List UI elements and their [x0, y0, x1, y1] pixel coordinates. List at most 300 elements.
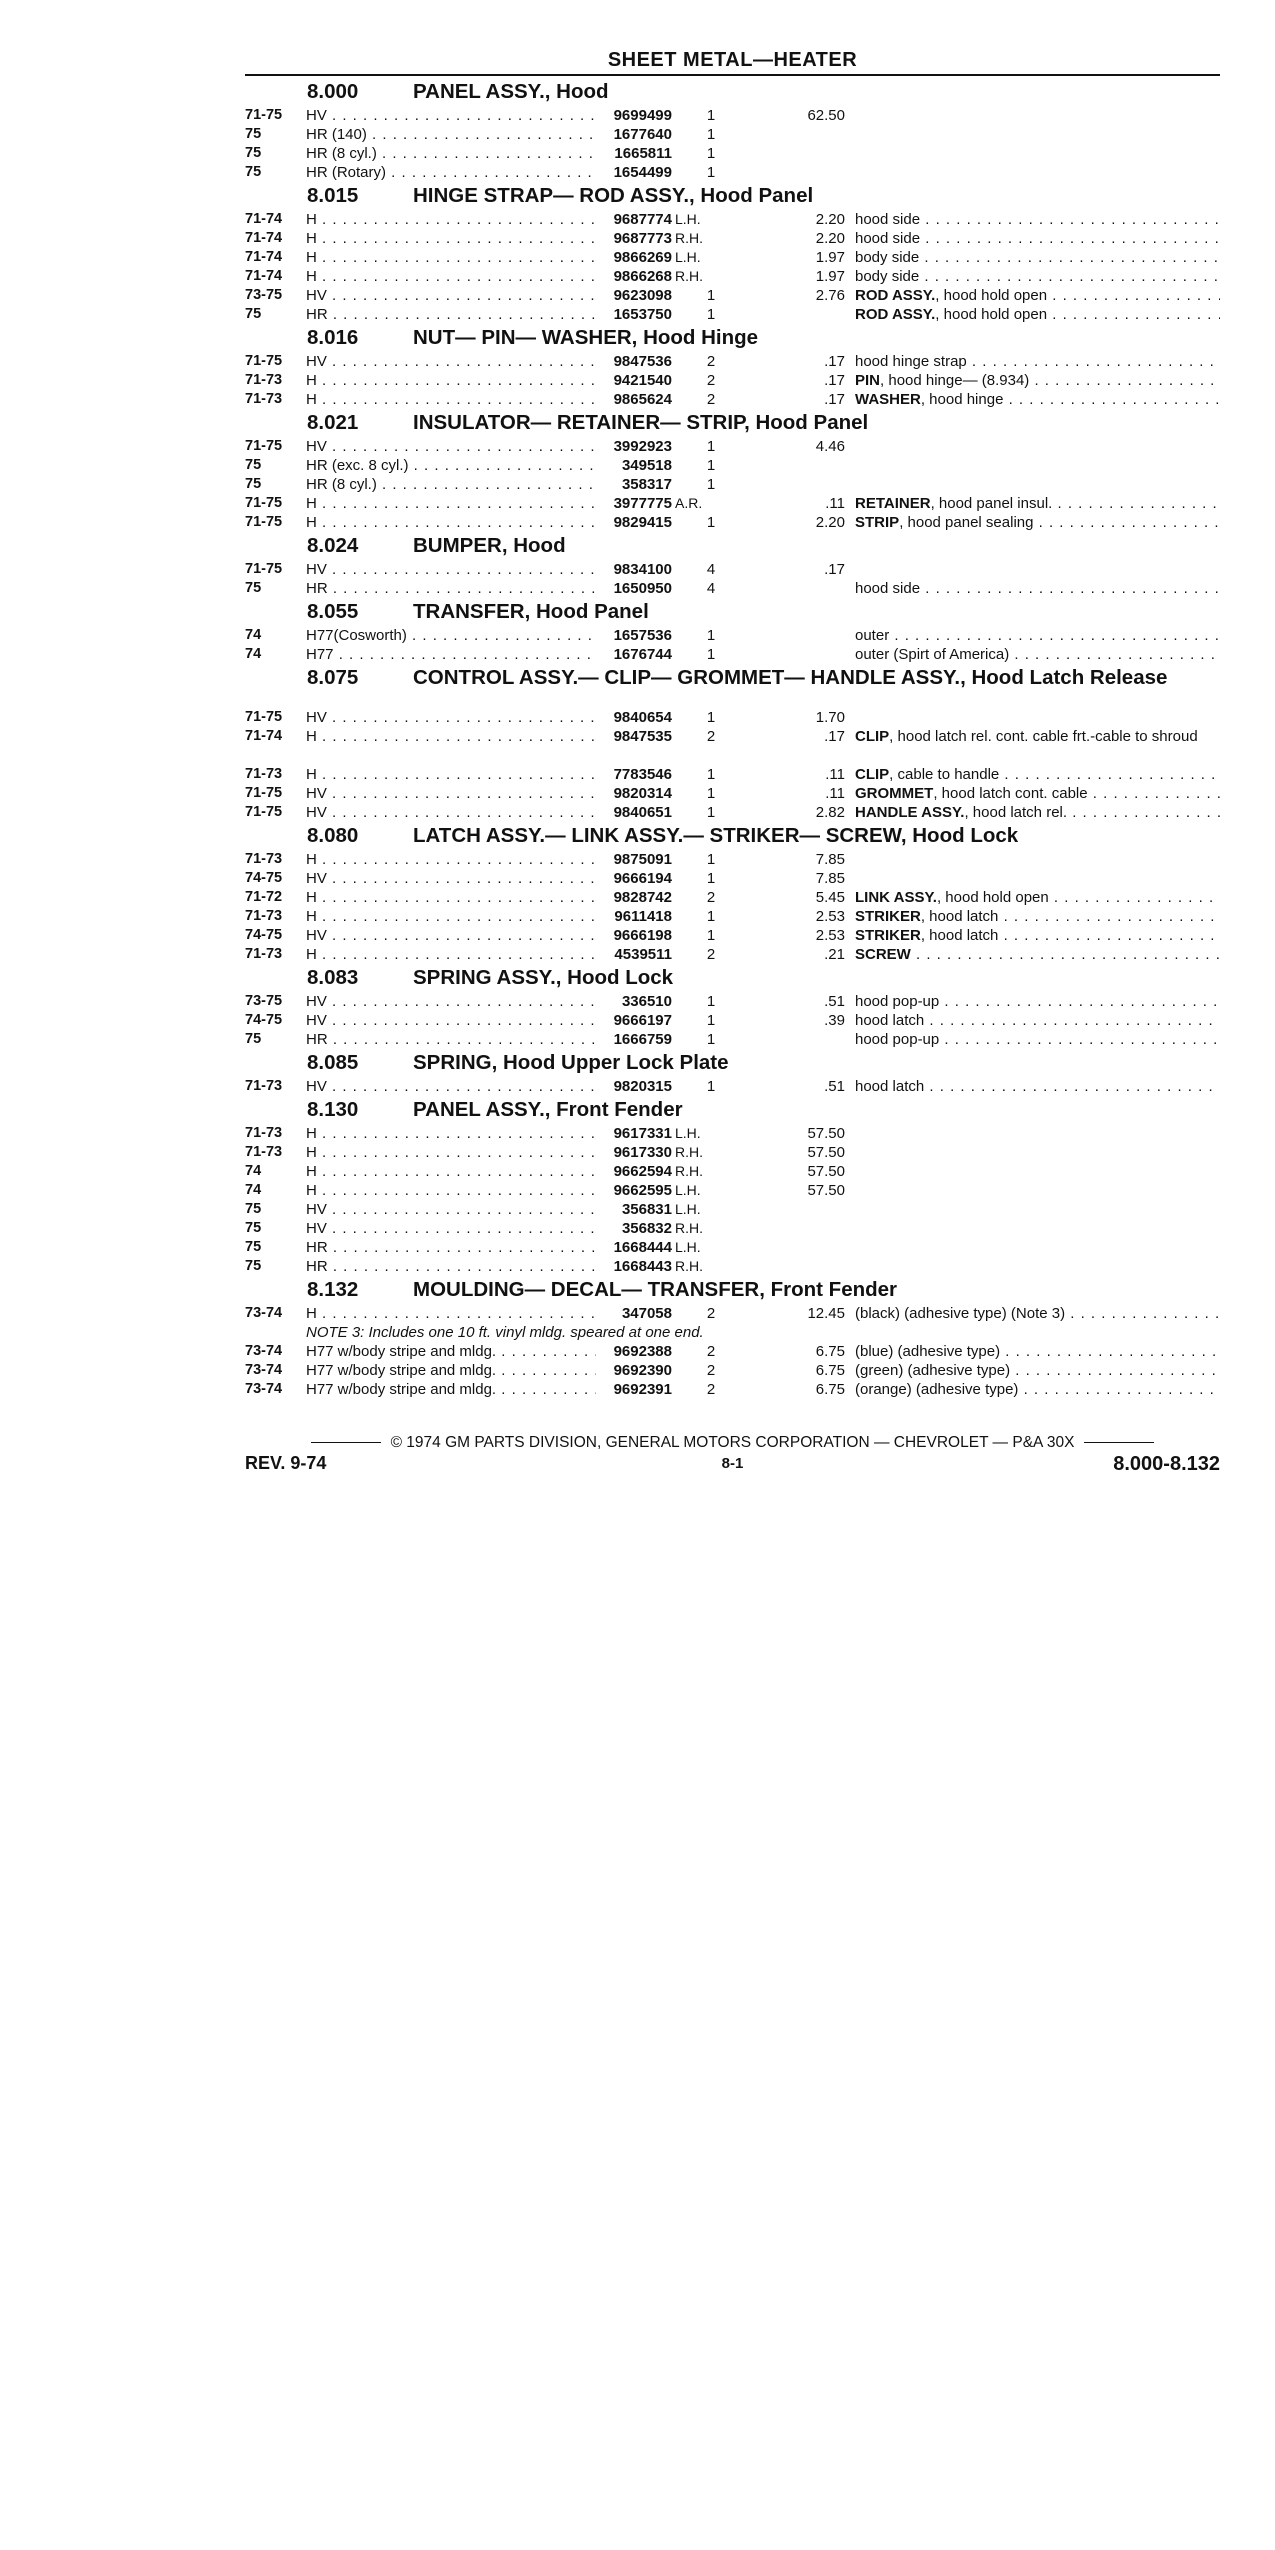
model-code: H77 w/body stripe and mldg. . . . — [306, 1361, 596, 1380]
header-rule — [245, 74, 1220, 76]
price: .17 — [824, 728, 845, 745]
sections-container — [245, 78, 1220, 1399]
part-row — [245, 456, 1220, 475]
model-year: 74-75 — [245, 870, 283, 886]
model-year: 71-74 — [245, 230, 283, 246]
model-code: HV . . . — [306, 106, 596, 125]
model-year: 75 — [245, 1220, 262, 1236]
side-indicator: R.H. — [675, 268, 703, 284]
quantity: 1 — [706, 1012, 716, 1029]
description-text: , hood latch — [920, 908, 999, 925]
section-heading — [245, 532, 1220, 560]
part-number: 1666759 — [613, 1031, 672, 1048]
quantity: 1 — [706, 164, 716, 181]
model-code: HR (Rotary) . . . — [306, 163, 596, 182]
description-keyword: STRIP — [855, 514, 900, 531]
part-number: 9617330 — [613, 1144, 672, 1161]
model-code: H . . . — [306, 1304, 596, 1323]
part-description — [855, 907, 1220, 926]
model-year: 71-73 — [245, 1125, 283, 1141]
part-description — [855, 352, 1220, 371]
section-heading — [245, 664, 1220, 708]
part-row — [245, 626, 1220, 645]
part-description — [855, 248, 1220, 267]
page-range: 8.000-8.132 — [1113, 1453, 1220, 1475]
section-8-016 — [245, 324, 1220, 409]
price: 7.85 — [815, 851, 845, 868]
part-number: 9834100 — [613, 561, 672, 578]
model-code: H . . . — [306, 888, 596, 907]
side-indicator: R.H. — [675, 1258, 703, 1274]
price: 57.50 — [807, 1182, 845, 1199]
model-year: 74 — [245, 1163, 262, 1179]
part-description — [855, 1077, 1220, 1096]
part-description — [855, 1030, 1220, 1049]
model-year: 71-75 — [245, 561, 283, 577]
quantity: 2 — [706, 946, 716, 963]
model-code: HV . . . — [306, 1011, 596, 1030]
catalog-sheet — [245, 48, 1220, 1475]
footer-copyright-line — [245, 1433, 1220, 1453]
part-number: 9421540 — [613, 372, 672, 389]
section-8-085 — [245, 1049, 1220, 1096]
section-title: PANEL ASSY., Hood — [413, 80, 609, 103]
description-text: , cable to handle — [889, 766, 1000, 783]
part-number: 9875091 — [613, 851, 672, 868]
section-title: HINGE STRAP— ROD ASSY., Hood Panel — [413, 184, 814, 207]
part-row — [245, 286, 1220, 305]
model-year: 71-73 — [245, 766, 283, 782]
section-8-000 — [245, 78, 1220, 182]
part-number: 9865624 — [613, 391, 672, 408]
section-number: 8.055 — [307, 600, 359, 623]
part-number: 1650950 — [613, 580, 672, 597]
price: 5.45 — [815, 889, 845, 906]
model-year: 71-75 — [245, 353, 283, 369]
section-number: 8.015 — [307, 184, 359, 207]
model-code: H . . . — [306, 513, 596, 532]
section-heading — [245, 1049, 1220, 1077]
section-heading — [245, 182, 1220, 210]
description-text: outer — [855, 627, 890, 644]
model-year: 73-74 — [245, 1305, 283, 1321]
part-number: 347058 — [621, 1305, 672, 1322]
part-row — [245, 560, 1220, 579]
part-row — [245, 1361, 1220, 1380]
part-row — [245, 1200, 1220, 1219]
model-code: H . . . — [306, 1143, 596, 1162]
part-description — [855, 1361, 1220, 1380]
section-number: 8.016 — [307, 326, 359, 349]
quantity: 1 — [706, 126, 716, 143]
quantity: 2 — [706, 889, 716, 906]
section-heading — [245, 598, 1220, 626]
part-number: 1668444 — [613, 1239, 672, 1256]
quantity: 1 — [706, 709, 716, 726]
part-row — [245, 869, 1220, 888]
part-number: 336510 — [621, 993, 672, 1010]
part-number: 9692388 — [613, 1343, 672, 1360]
model-code: HV . . . — [306, 869, 596, 888]
price: 1.70 — [815, 709, 845, 726]
model-code: HR (140) . . . — [306, 125, 596, 144]
description-keyword: GROMMET — [855, 785, 934, 802]
description-keyword: PIN — [855, 372, 881, 389]
model-code: HR (8 cyl.) . . . — [306, 475, 596, 494]
price: 2.76 — [815, 287, 845, 304]
model-code: HV . . . — [306, 992, 596, 1011]
model-year: 71-75 — [245, 438, 283, 454]
part-description — [855, 765, 1220, 784]
part-description — [855, 1380, 1220, 1399]
part-number: 3977775 — [613, 495, 672, 512]
description-text: (blue) (adhesive type) — [855, 1343, 1001, 1360]
note-text: NOTE 3: Includes one 10 ft. vinyl mldg. speared at one end. — [306, 1324, 704, 1341]
section-title: BUMPER, Hood — [413, 534, 566, 557]
price: .11 — [825, 785, 845, 802]
section-title: INSULATOR— RETAINER— STRIP, Hood Panel — [413, 411, 869, 434]
model-year: 74 — [245, 646, 262, 662]
part-description — [855, 926, 1220, 945]
part-description — [855, 210, 1220, 229]
part-row — [245, 1304, 1220, 1323]
part-number: 356831 — [621, 1201, 672, 1218]
model-code: H . . . — [306, 390, 596, 409]
part-row — [245, 1342, 1220, 1361]
part-number: 9623098 — [613, 287, 672, 304]
model-year: 75 — [245, 164, 262, 180]
part-description — [855, 286, 1220, 305]
price: 2.53 — [815, 908, 845, 925]
model-code: HV . . . — [306, 926, 596, 945]
model-year: 71-75 — [245, 495, 283, 511]
part-number: 7783546 — [613, 766, 672, 783]
part-row — [245, 888, 1220, 907]
price: .17 — [824, 391, 845, 408]
price: 2.20 — [815, 514, 845, 531]
side-indicator: R.H. — [675, 1220, 703, 1236]
price: .17 — [824, 561, 845, 578]
price: .21 — [824, 946, 845, 963]
part-number: 9828742 — [613, 889, 672, 906]
section-title: SPRING, Hood Upper Lock Plate — [413, 1051, 729, 1074]
part-row — [245, 784, 1220, 803]
model-code: H . . . — [306, 229, 596, 248]
section-number: 8.130 — [307, 1098, 359, 1121]
description-text: hood side — [855, 211, 921, 228]
model-code: HR . . . — [306, 1238, 596, 1257]
section-heading — [245, 78, 1220, 106]
model-year: 71-73 — [245, 908, 283, 924]
model-year: 74-75 — [245, 1012, 283, 1028]
model-year: 74-75 — [245, 927, 283, 943]
price: 6.75 — [815, 1362, 845, 1379]
section-8-080 — [245, 822, 1220, 964]
part-description — [855, 992, 1220, 1011]
section-number: 8.000 — [307, 80, 359, 103]
description-text: hood hinge strap — [855, 353, 967, 370]
price: 7.85 — [815, 870, 845, 887]
section-title: CONTROL ASSY.— CLIP— GROMMET— HANDLE ASSY., Hood Latch Release — [413, 666, 1168, 689]
price: 4.46 — [815, 438, 845, 455]
page-footer — [245, 1433, 1220, 1475]
part-row — [245, 1124, 1220, 1143]
part-number: 4539511 — [614, 946, 672, 963]
part-description — [855, 945, 1220, 964]
part-row — [245, 1143, 1220, 1162]
price: .17 — [824, 353, 845, 370]
description-text: hood side — [855, 230, 921, 247]
model-year: 71-73 — [245, 1144, 283, 1160]
price: 2.53 — [815, 927, 845, 944]
page-number: 8-1 — [721, 1455, 744, 1472]
part-number: 358317 — [621, 476, 672, 493]
quantity: 1 — [706, 145, 716, 162]
part-row — [245, 850, 1220, 869]
model-year: 75 — [245, 145, 262, 161]
model-code: HR (8 cyl.) . . . — [306, 144, 596, 163]
part-description — [855, 494, 1220, 513]
part-row — [245, 1238, 1220, 1257]
price: .17 — [824, 372, 845, 389]
section-heading — [245, 409, 1220, 437]
model-code: HR . . . — [306, 305, 596, 324]
price: 62.50 — [807, 107, 845, 124]
quantity: 2 — [706, 1381, 716, 1398]
quantity: 4 — [706, 580, 716, 597]
price: 2.20 — [815, 211, 845, 228]
part-number: 1654499 — [613, 164, 672, 181]
section-number: 8.024 — [307, 534, 359, 557]
model-year: 73-74 — [245, 1343, 283, 1359]
price: .11 — [825, 766, 845, 783]
part-description — [855, 267, 1220, 286]
model-year: 71-73 — [245, 1078, 283, 1094]
part-number: 9666194 — [613, 870, 672, 887]
footer-rule-right — [1084, 1442, 1154, 1443]
part-number: 3992923 — [613, 438, 672, 455]
model-year: 71-75 — [245, 107, 283, 123]
model-year: 73-75 — [245, 287, 283, 303]
model-year: 74 — [245, 627, 262, 643]
model-year: 71-73 — [245, 372, 283, 388]
section-heading — [245, 822, 1220, 850]
quantity: 1 — [706, 766, 716, 783]
quantity: 1 — [706, 457, 716, 474]
part-row — [245, 437, 1220, 456]
part-number: 9666198 — [613, 927, 672, 944]
section-number: 8.075 — [307, 666, 359, 689]
section-heading — [245, 1096, 1220, 1124]
part-row — [245, 248, 1220, 267]
model-code: H . . . — [306, 248, 596, 267]
part-description — [855, 229, 1220, 248]
quantity: 1 — [706, 908, 716, 925]
part-row — [245, 945, 1220, 964]
description-text: hood latch — [855, 1012, 925, 1029]
model-year: 75 — [245, 306, 262, 322]
part-row — [245, 144, 1220, 163]
section-8-021 — [245, 409, 1220, 532]
description-text: (orange) (adhesive type) — [855, 1381, 1019, 1398]
description-keyword: CLIP — [855, 766, 890, 783]
quantity: 1 — [706, 514, 716, 531]
model-code: H . . . — [306, 494, 596, 513]
side-indicator: R.H. — [675, 1163, 703, 1179]
model-code: HR . . . — [306, 1030, 596, 1049]
description-text: hood latch — [855, 1078, 925, 1095]
part-row — [245, 708, 1220, 727]
model-code: H . . . — [306, 907, 596, 926]
price: 2.20 — [815, 230, 845, 247]
description-text: , hood latch cont. cable — [933, 785, 1088, 802]
section-8-130 — [245, 1096, 1220, 1276]
part-row — [245, 645, 1220, 664]
model-code: HR . . . — [306, 1257, 596, 1276]
model-year: 75 — [245, 1031, 262, 1047]
part-row — [245, 106, 1220, 125]
part-row — [245, 1030, 1220, 1049]
part-row — [245, 125, 1220, 144]
description-text: , hood hinge — [920, 391, 1004, 408]
model-code: HV . . . — [306, 560, 596, 579]
model-year: 75 — [245, 580, 262, 596]
side-indicator: L.H. — [675, 211, 701, 227]
part-number: 1653750 — [613, 306, 672, 323]
part-row — [245, 267, 1220, 286]
part-number: 1665811 — [614, 145, 672, 162]
model-code: HR . . . — [306, 579, 596, 598]
description-keyword: LINK ASSY. — [855, 889, 937, 906]
quantity: 2 — [706, 1362, 716, 1379]
part-row — [245, 1162, 1220, 1181]
part-number: 9692391 — [613, 1381, 672, 1398]
quantity: 1 — [706, 1031, 716, 1048]
part-row — [245, 229, 1220, 248]
part-description — [855, 390, 1220, 409]
part-description — [855, 371, 1220, 390]
section-8-055 — [245, 598, 1220, 664]
section-number: 8.021 — [307, 411, 359, 434]
part-row — [245, 475, 1220, 494]
description-text: , hood hold open — [935, 306, 1048, 323]
part-number: 9687774 — [613, 211, 672, 228]
section-number: 8.083 — [307, 966, 359, 989]
part-number: 349518 — [621, 457, 672, 474]
description-text: , hood hold open — [936, 889, 1049, 906]
description-text: , hood panel insul. — [930, 495, 1053, 512]
model-year: 75 — [245, 126, 262, 142]
page-title: SHEET METAL—HEATER — [607, 49, 858, 71]
model-year: 71-75 — [245, 709, 283, 725]
quantity: 1 — [706, 627, 716, 644]
description-text: hood pop-up — [855, 1031, 940, 1048]
part-number: 9840654 — [613, 709, 672, 726]
section-heading — [245, 964, 1220, 992]
part-number: 9662594 — [613, 1163, 672, 1180]
model-code: H77 w/body stripe and mldg. . . . — [306, 1380, 596, 1399]
model-code: H77(Cosworth) . . . — [306, 626, 596, 645]
price: 57.50 — [807, 1125, 845, 1142]
side-indicator: L.H. — [675, 249, 701, 265]
part-row — [245, 765, 1220, 784]
description-text: , hood hold open — [935, 287, 1048, 304]
description-text: , hood latch rel. — [964, 804, 1068, 821]
section-8-024 — [245, 532, 1220, 598]
part-row — [245, 727, 1220, 765]
part-row — [245, 1257, 1220, 1276]
footer-bottom — [245, 1453, 1220, 1475]
part-number: 9611418 — [614, 908, 672, 925]
part-row — [245, 352, 1220, 371]
part-number: 9847535 — [613, 728, 672, 745]
model-code: H . . . — [306, 727, 596, 746]
quantity: 2 — [706, 372, 716, 389]
part-number: 9820315 — [613, 1078, 672, 1095]
quantity: 4 — [706, 561, 716, 578]
model-year: 71-74 — [245, 211, 283, 227]
side-indicator: L.H. — [675, 1201, 701, 1217]
model-code: H . . . — [306, 765, 596, 784]
section-title: MOULDING— DECAL— TRANSFER, Front Fender — [413, 1278, 898, 1301]
part-number: 9666197 — [613, 1012, 672, 1029]
part-row — [245, 210, 1220, 229]
quantity: 2 — [706, 391, 716, 408]
part-row — [245, 390, 1220, 409]
description-text: body side — [855, 249, 920, 266]
model-year: 75 — [245, 1239, 262, 1255]
description-text: outer (Spirt of America) — [855, 646, 1010, 663]
description-text: , hood latch — [920, 927, 999, 944]
side-indicator: R.H. — [675, 230, 703, 246]
quantity: 2 — [706, 728, 716, 745]
model-year: 73-74 — [245, 1381, 283, 1397]
part-description — [855, 305, 1220, 324]
part-number: 1676744 — [613, 646, 672, 663]
model-code: HV . . . — [306, 784, 596, 803]
description-keyword: ROD ASSY. — [855, 287, 936, 304]
section-number: 8.085 — [307, 1051, 359, 1074]
quantity: 1 — [706, 785, 716, 802]
price: 57.50 — [807, 1144, 845, 1161]
model-code: H . . . — [306, 1181, 596, 1200]
price: .51 — [824, 1078, 845, 1095]
description-keyword: HANDLE ASSY. — [855, 804, 965, 821]
price: 2.82 — [815, 804, 845, 821]
quantity: 1 — [706, 870, 716, 887]
model-year: 75 — [245, 476, 262, 492]
part-number: 9662595 — [613, 1182, 672, 1199]
model-year: 71-75 — [245, 785, 283, 801]
part-row — [245, 907, 1220, 926]
model-year: 75 — [245, 1201, 262, 1217]
model-code: HV . . . — [306, 1077, 596, 1096]
quantity: 1 — [706, 804, 716, 821]
part-row — [245, 163, 1220, 182]
model-year: 71-72 — [245, 889, 283, 905]
part-description — [855, 626, 1220, 645]
description-keyword: STRIKER — [855, 908, 921, 925]
model-code: H77 w/body stripe and mldg. . . . — [306, 1342, 596, 1361]
quantity: 1 — [706, 438, 716, 455]
part-description — [855, 513, 1220, 532]
footer-copyright: © 1974 GM PARTS DIVISION, GENERAL MOTORS CORPORATION — CHEVROLET — P&A 30X — [390, 1434, 1075, 1451]
description-text: hood pop-up — [855, 993, 940, 1010]
price: .51 — [824, 993, 845, 1010]
model-year: 71-74 — [245, 249, 283, 265]
side-indicator: L.H. — [675, 1125, 701, 1141]
section-title: PANEL ASSY., Front Fender — [413, 1098, 683, 1121]
